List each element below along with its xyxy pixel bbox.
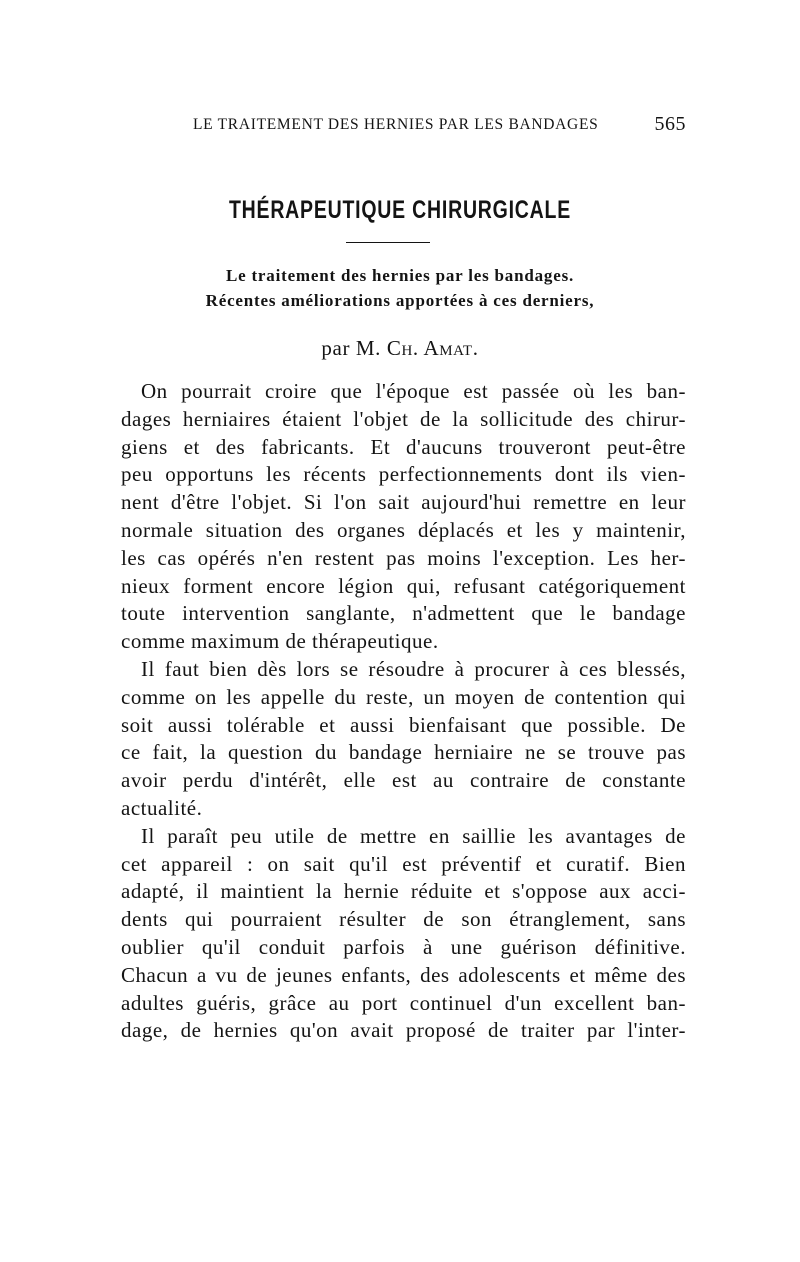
author-byline	[0, 336, 800, 361]
body-line: comme maximum de thérapeutique.	[121, 629, 439, 654]
subtitle-line-2: Récentes améliorations apportées à ces derniers,	[205, 291, 595, 310]
body-line: peu opportuns les récents perfectionnements dont ils vien-	[121, 462, 686, 487]
body-line: adapté, il maintient la hernie réduite et s'oppose aux acci-	[121, 879, 686, 904]
running-title: LE TRAITEMENT DES HERNIES PAR LES BANDAGES	[193, 116, 599, 133]
body-text	[121, 378, 686, 1045]
body-line: nieux forment encore légion qui, refusant catégoriquement	[121, 573, 686, 598]
byline-mid: . A	[412, 336, 440, 360]
body-line: normale situation des organes déplacés et les y maintenir,	[121, 517, 686, 542]
subtitle-line-1: Le traitement des hernies par les bandages.	[225, 266, 575, 285]
body-line: Chacun a vu de jeunes enfants, des adolescents et même des	[121, 962, 686, 987]
body-line: ce fait, la question du bandage herniaire ne se trouve pas	[121, 740, 686, 765]
byline-prefix: par M. C	[321, 336, 402, 360]
body-line: cet appareil : on sait qu'il est préventif et curatif. Bien	[121, 851, 686, 876]
byline-ch: H	[401, 343, 413, 359]
body-line: avoir perdu d'intérêt, elle est au contraire de constante	[121, 768, 686, 793]
section-title: THÉRAPEUTIQUE CHIRURGICALE	[228, 196, 572, 224]
body-line: oublier qu'il conduit parfois à une guérison définitive.	[121, 934, 686, 959]
body-line: les cas opérés n'en restent pas moins l'exception. Les her-	[121, 545, 686, 570]
title-divider	[346, 242, 430, 243]
body-line: Il faut bien dès lors se résoudre à procurer à ces blessés,	[141, 656, 686, 681]
body-line: actualité.	[121, 795, 203, 820]
body-line: toute intervention sanglante, n'admettent que le bandage	[121, 601, 686, 626]
body-line: giens et des fabricants. Et d'aucuns trouveront peut-être	[121, 434, 686, 459]
byline-suffix: .	[472, 336, 479, 360]
byline-surname: MAT	[439, 343, 473, 359]
body-line: dages herniaires étaient l'objet de la sollicitude des chirur-	[121, 406, 686, 431]
page-number: 565	[654, 113, 686, 135]
body-line: On pourrait croire que l'époque est passée où les ban-	[141, 379, 686, 403]
body-line: dage, de hernies qu'on avait proposé de traiter par l'inter-	[121, 1018, 686, 1043]
body-line: soit aussi tolérable et aussi bienfaisant que possible. De	[121, 712, 686, 737]
body-line: comme on les appelle du reste, un moyen de contention qui	[121, 684, 686, 709]
body-line: Il paraît peu utile de mettre en saillie les avantages de	[141, 823, 686, 848]
body-line: nent d'être l'objet. Si l'on sait aujourd'hui remettre en leur	[121, 490, 686, 515]
body-line: dents qui pourraient résulter de son étranglement, sans	[121, 907, 686, 932]
body-line: adultes guéris, grâce au port continuel d'un excellent ban-	[121, 990, 686, 1015]
